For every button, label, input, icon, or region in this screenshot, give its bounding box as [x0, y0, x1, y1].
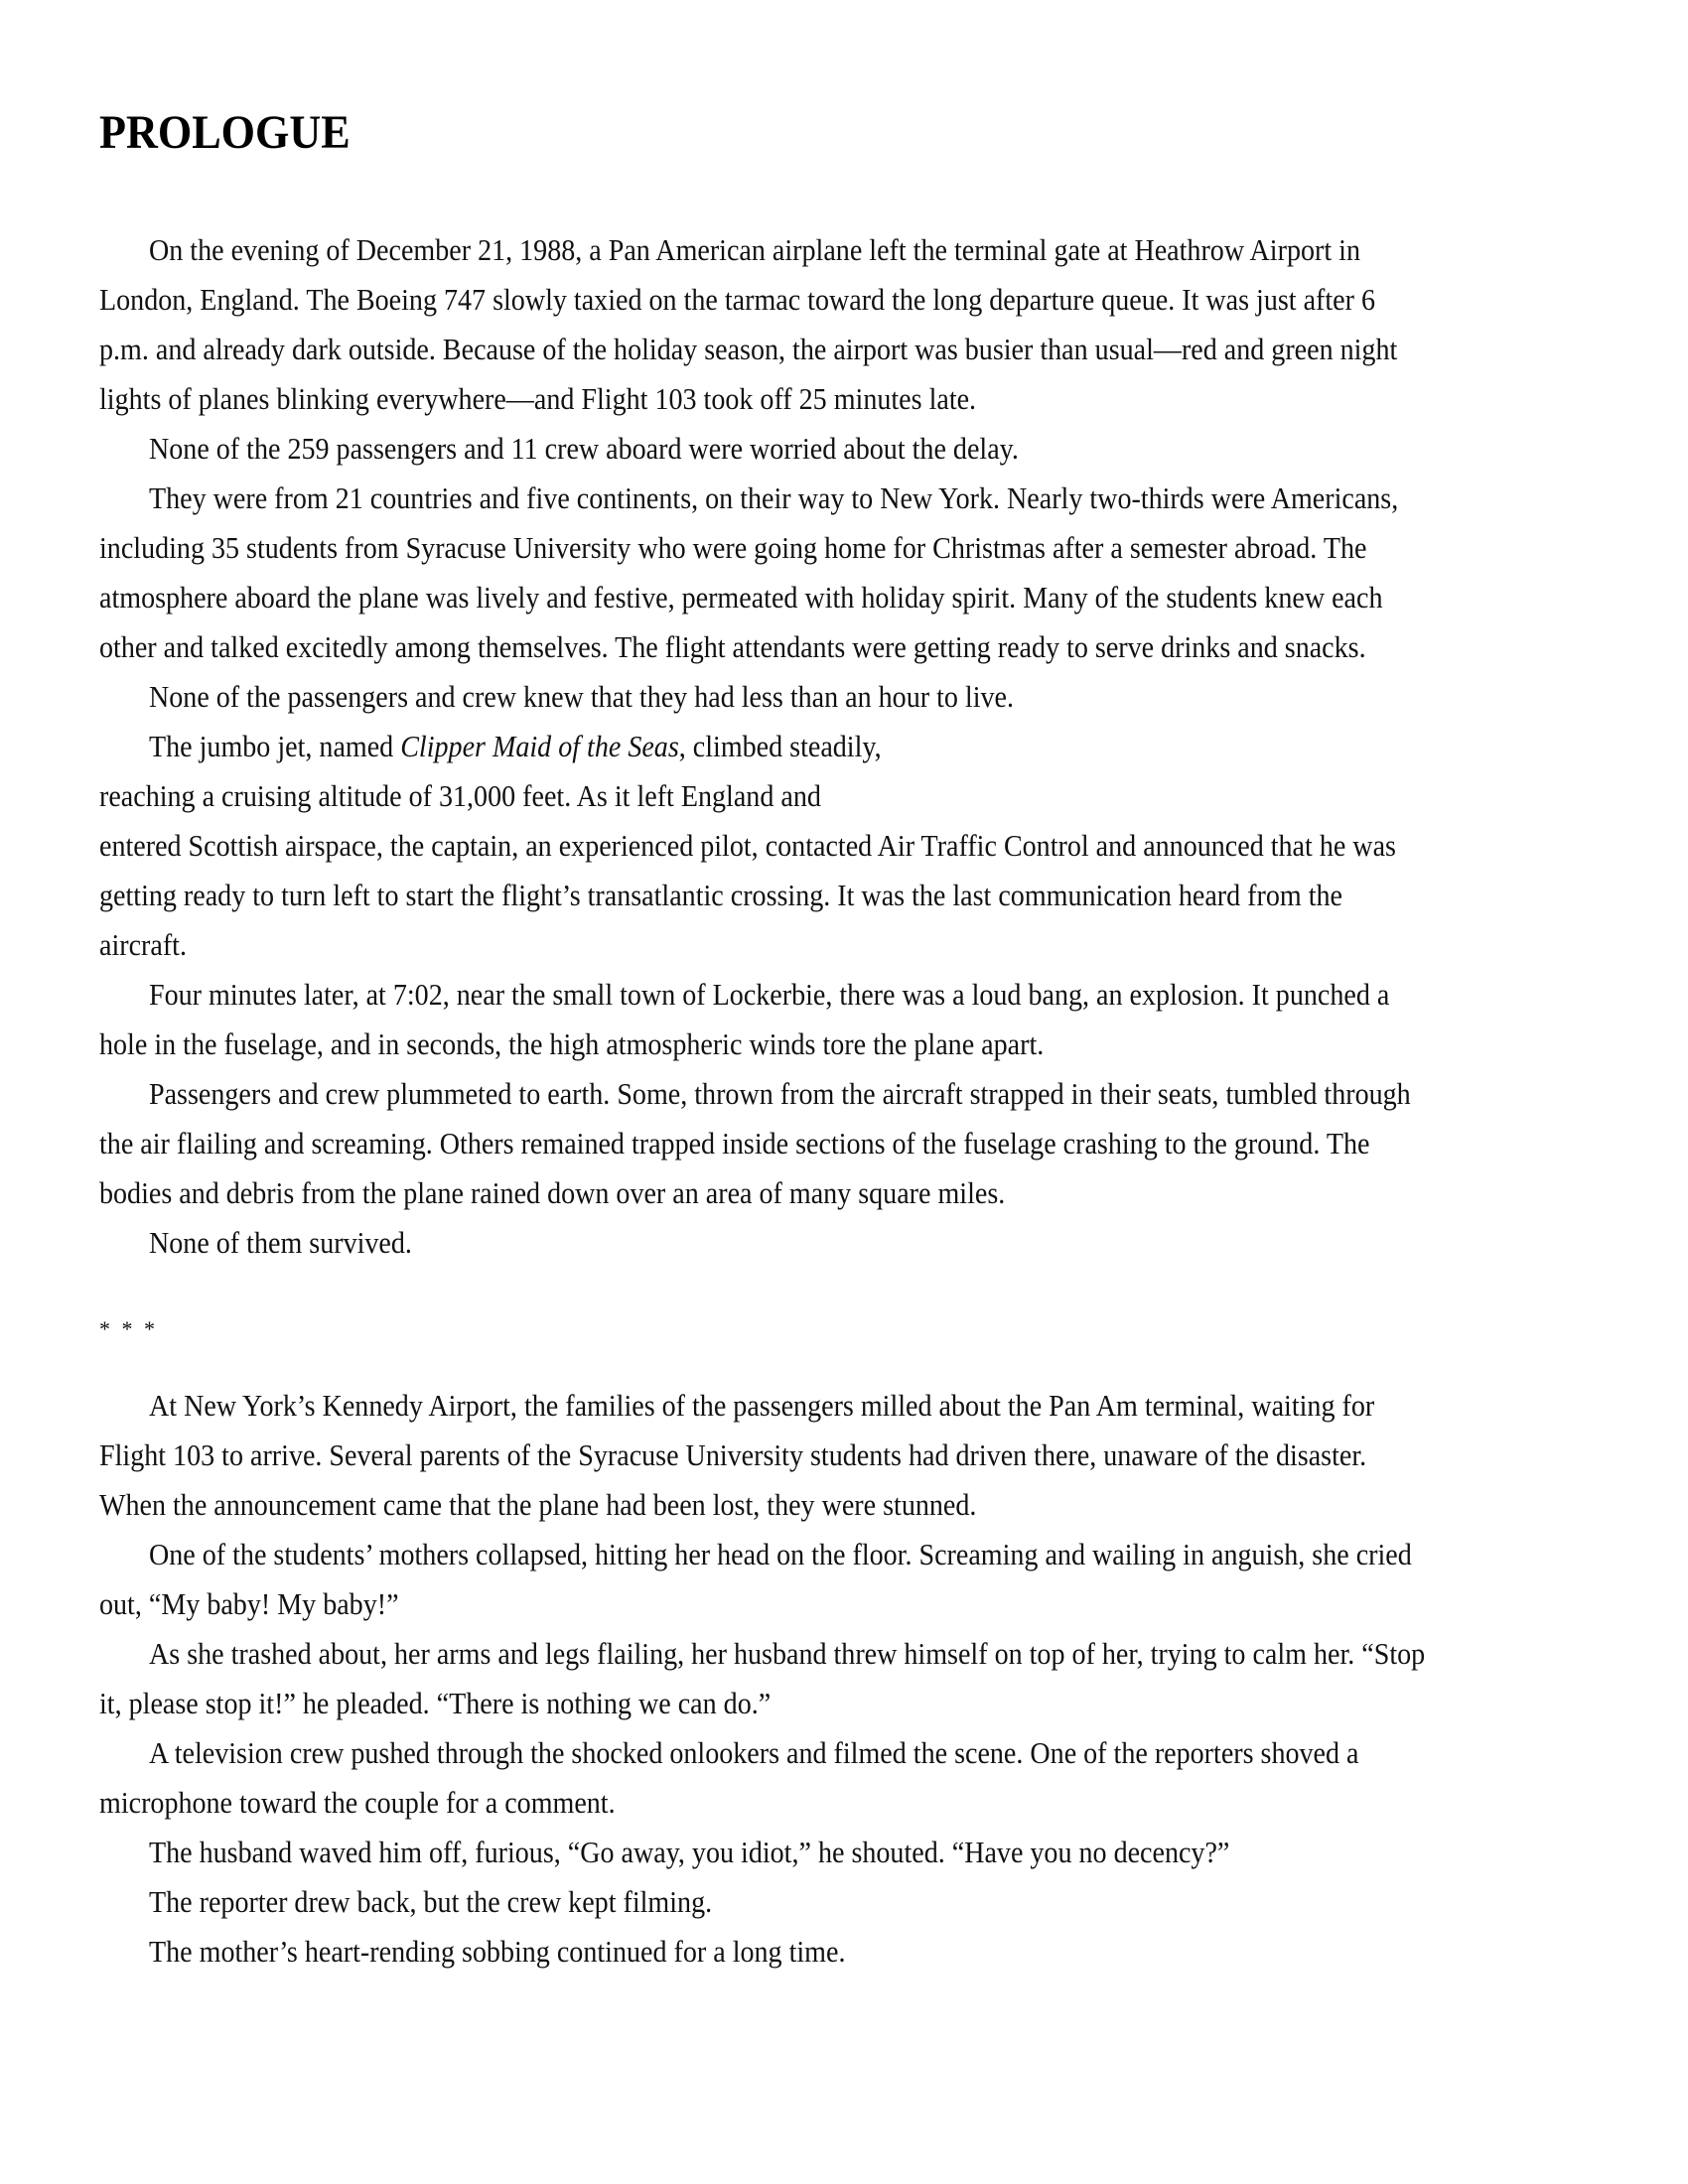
paragraph-line: entered Scottish airspace, the captain, an experienced pilot, contacted Air Traffic Control and announced that he was [99, 828, 1396, 863]
paragraph-line: out, “My baby! My baby!” [99, 1586, 399, 1621]
paragraph-first-line: The mother’s heart-rending sobbing continued for a long time. [149, 1934, 846, 1969]
paragraph-first-line: None of the passengers and crew knew that they had less than an hour to live. [149, 679, 1015, 714]
text-run: The jumbo jet, named [149, 729, 401, 763]
paragraph-first-line: Four minutes later, at 7:02, near the small town of Lockerbie, there was a loud bang, an explosion. It punched a [149, 977, 1390, 1012]
paragraph-first-line: The reporter drew back, but the crew kept filming. [149, 1884, 713, 1919]
paragraph-line: When the announcement came that the plane had been lost, they were stunned. [99, 1487, 977, 1522]
paragraph-line: it, please stop it!” he pleaded. “There is nothing we can do.” [99, 1686, 772, 1720]
paragraph-first-line: None of them survived. [149, 1225, 412, 1260]
paragraph-line: Flight 103 to arrive. Several parents of the Syracuse University students had driven there, unaware of the disaster. [99, 1437, 1367, 1472]
paragraph-line: London, England. The Boeing 747 slowly taxied on the tarmac toward the long departure queue. It was just after 6 [99, 282, 1376, 317]
paragraph-line: including 35 students from Syracuse University who were going home for Christmas after a semester abroad. The [99, 530, 1367, 565]
text-run: , climbed steadily, [678, 729, 882, 763]
paragraph-first-line: Passengers and crew plummeted to earth. Some, thrown from the aircraft strapped in their seats, tumbled through [149, 1076, 1411, 1111]
chapter-title: PROLOGUE [99, 106, 351, 159]
paragraph-first-line: As she trashed about, her arms and legs flailing, her husband threw himself on top of her, trying to calm her. “Stop [149, 1636, 1426, 1671]
paragraph-line: reaching a cruising altitude of 31,000 feet. As it left England and [99, 778, 821, 813]
ship-name-italic: Clipper Maid of the Seas [400, 729, 679, 763]
paragraph-first-line: They were from 21 countries and five continents, on their way to New York. Nearly two-thirds were Americans, [149, 480, 1399, 515]
paragraph-first-line: On the evening of December 21, 1988, a Pan American airplane left the terminal gate at Heathrow Airport in [149, 232, 1360, 267]
paragraph-first-line: One of the students’ mothers collapsed, hitting her head on the floor. Screaming and wailing in anguish, she cried [149, 1537, 1412, 1571]
paragraph-line: hole in the fuselage, and in seconds, the high atmospheric winds tore the plane apart. [99, 1026, 1045, 1061]
paragraph-first-line: None of the 259 passengers and 11 crew aboard were worried about the delay. [149, 431, 1019, 466]
paragraph-line: aircraft. [99, 927, 187, 962]
paragraph-line: atmosphere aboard the plane was lively and festive, permeated with holiday spirit. Many of the students knew each [99, 580, 1383, 614]
paragraph-first-line: At New York’s Kennedy Airport, the families of the passengers milled about the Pan Am terminal, waiting for [149, 1388, 1375, 1423]
scene-break-separator: * * * [99, 1316, 158, 1341]
paragraph-line: bodies and debris from the plane rained down over an area of many square miles. [99, 1175, 1006, 1210]
paragraph-line: p.m. and already dark outside. Because of the holiday season, the airport was busier than usual—red and green night [99, 332, 1398, 366]
paragraph-line: the air flailing and screaming. Others remained trapped inside sections of the fuselage crashing to the ground. The [99, 1126, 1370, 1160]
paragraph-line: lights of planes blinking everywhere—and Flight 103 took off 25 minutes late. [99, 381, 977, 416]
paragraph-first-line [149, 727, 882, 766]
paragraph-line: other and talked excitedly among themselves. The flight attendants were getting ready to serve drinks and snacks. [99, 629, 1366, 664]
paragraph-line: getting ready to turn left to start the flight’s transatlantic crossing. It was the last communication heard from the [99, 878, 1343, 912]
paragraph-first-line: The husband waved him off, furious, “Go away, you idiot,” he shouted. “Have you no decency?” [149, 1835, 1230, 1869]
paragraph-line: microphone toward the couple for a comment. [99, 1785, 616, 1820]
paragraph-first-line: A television crew pushed through the shocked onlookers and filmed the scene. One of the reporters shoved a [149, 1735, 1359, 1770]
